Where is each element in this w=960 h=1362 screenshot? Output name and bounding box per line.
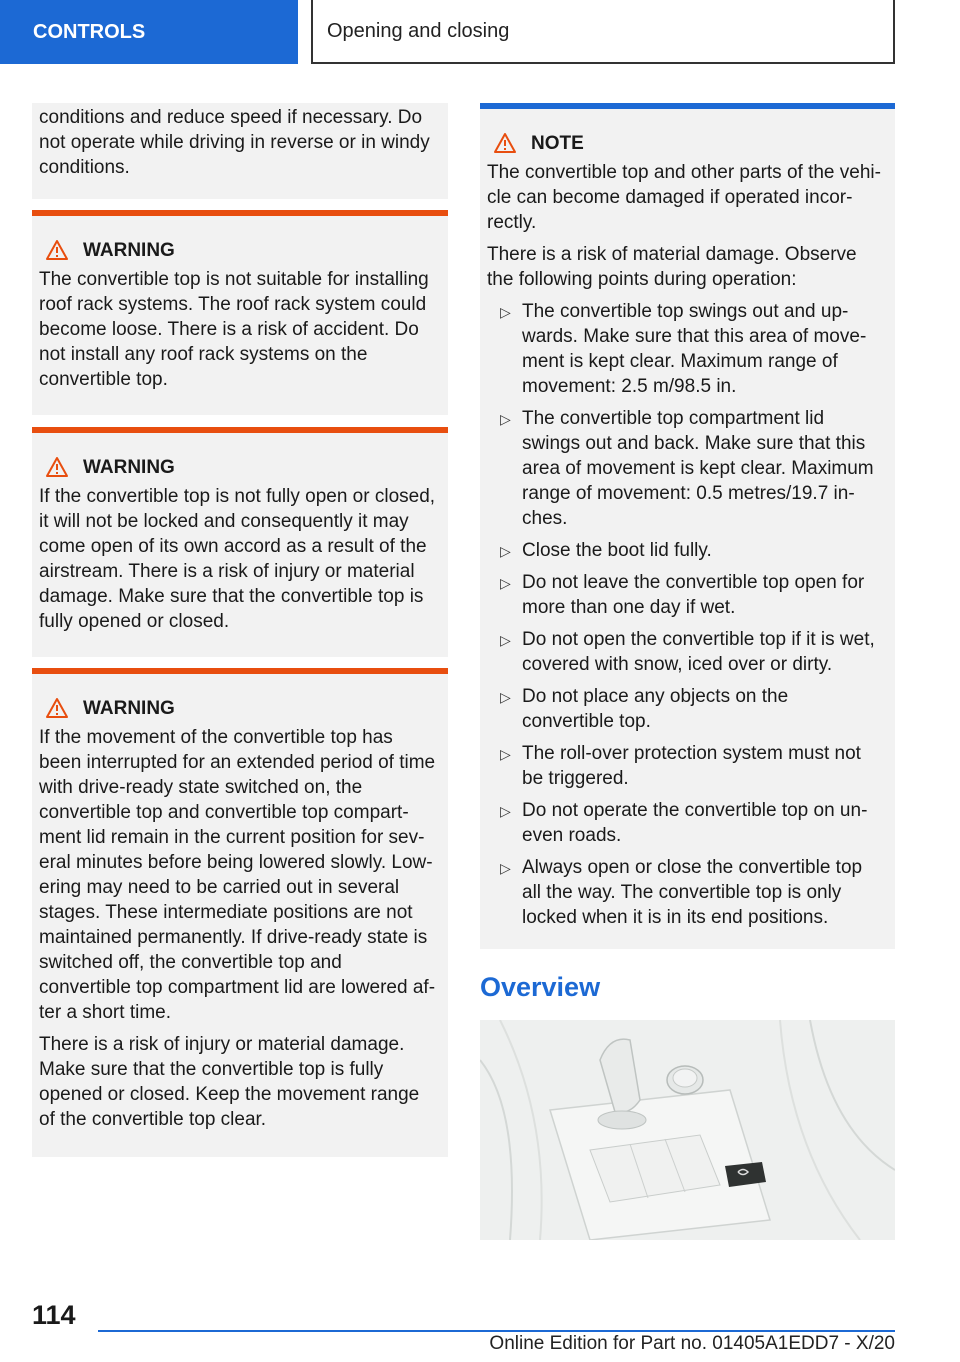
list-item [487, 855, 885, 930]
list-item-text: The convertible top swings out and upwards. Make sure that this area of movement is kept clear. Maximum range of movement: 2.5 m/98.5 in. [522, 301, 867, 397]
triangle-bullet-icon: ▷ [500, 689, 511, 705]
note-bullet-list [487, 299, 885, 930]
warning-icon [493, 132, 517, 154]
warning-icon [45, 456, 69, 478]
list-item [487, 538, 885, 563]
triangle-bullet-icon: ▷ [500, 632, 511, 648]
center-console-image [480, 1020, 895, 1240]
list-item-text: Close the boot lid fully. [522, 540, 712, 561]
list-item [487, 684, 885, 734]
page-header [311, 0, 895, 64]
warning-heading [45, 455, 438, 479]
note-heading-label: NOTE [531, 132, 584, 154]
warning-icon [45, 697, 69, 719]
list-item-text: The roll-over protection system must not be triggered. [522, 743, 861, 789]
list-item [487, 406, 885, 531]
list-item-text: Do not leave the convertible top open for more than one day if wet. [522, 572, 865, 618]
warning-heading [45, 696, 438, 720]
list-item [487, 627, 885, 677]
triangle-bullet-icon: ▷ [500, 304, 511, 320]
triangle-bullet-icon: ▷ [500, 803, 511, 819]
continued-warning-box [32, 103, 448, 199]
warning-heading-label: WARNING [83, 697, 175, 719]
warning-box-interrupted [32, 668, 448, 1157]
warning-text: If the movement of the convertible top has been interrupted for an extended period of time with drive-ready state switched on, the convertible top and convertible top compartment lid remain in the current position for several minutes before being lowered slowly. Lowering may need to be carried out in several stages. These intermediate positions are not maintained permanently. If drive-ready state is switched off, the convertible top and convertible top compartment lid are lowered after a short time. [39, 727, 436, 1023]
triangle-bullet-icon: ▷ [500, 860, 511, 876]
triangle-bullet-icon: ▷ [500, 575, 511, 591]
list-item [487, 570, 885, 620]
list-item [487, 798, 885, 848]
footer-divider [98, 1330, 895, 1332]
note-heading [493, 131, 885, 155]
list-item-text: Do not place any objects on the convertible top. [522, 686, 789, 732]
list-item [487, 741, 885, 791]
note-text: There is a risk of material damage. Observe the following points during operation: [487, 244, 857, 290]
list-item-text: The convertible top compartment lid swings out and back. Make sure that this area of movement is kept clear. Maximum range of movement: 0.5 metres/19.7 inches. [522, 408, 874, 529]
warning-box-top-locked [32, 427, 448, 657]
section-heading-overview: Overview [480, 972, 601, 1002]
warning-heading-label: WARNING [83, 239, 175, 261]
triangle-bullet-icon: ▷ [500, 543, 511, 559]
warning-text: The convertible top is not suitable for installing roof rack systems. The roof rack system could become loose. There is a risk of accident. Do not install any roof rack systems on the convertible top. [39, 269, 429, 390]
continued-text: conditions and reduce speed if necessary. Do not operate while driving in reverse or in windy conditions. [39, 107, 430, 178]
note-text: The convertible top and other parts of the vehicle can become damaged if operated incorrectly. [487, 162, 881, 233]
warning-heading [45, 238, 438, 262]
section-tab [0, 0, 298, 64]
list-item-text: Always open or close the convertible top all the way. The convertible top is only locked when it is in its end positions. [522, 857, 863, 928]
chapter-title: Opening and closing [327, 19, 510, 42]
warning-heading-label: WARNING [83, 456, 175, 478]
list-item [487, 299, 885, 399]
warning-box-roof-rack [32, 210, 448, 415]
warning-icon [45, 239, 69, 261]
section-label: CONTROLS [33, 20, 146, 43]
triangle-bullet-icon: ▷ [500, 411, 511, 427]
triangle-bullet-icon: ▷ [500, 746, 511, 762]
footer-edition: Online Edition for Part no. 01405A1EDD7 - X/20 [489, 1333, 895, 1354]
note-box [480, 103, 895, 949]
list-item-text: Do not open the convertible top if it is wet, covered with snow, iced over or dirty. [522, 629, 875, 675]
list-item-text: Do not operate the convertible top on uneven roads. [522, 800, 868, 846]
center-console-illustration [480, 1020, 895, 1240]
warning-text: There is a risk of injury or material damage. Make sure that the convertible top is fully opened or closed. Keep the movement range of the convertible top clear. [39, 1034, 420, 1130]
page-number: 114 [32, 1300, 76, 1330]
warning-text: If the convertible top is not fully open or closed, it will not be locked and consequently it may come open of its own accord as a result of the airstream. There is a risk of injury or material damage. Make sure that the convertible top is fully opened or closed. [39, 486, 436, 632]
